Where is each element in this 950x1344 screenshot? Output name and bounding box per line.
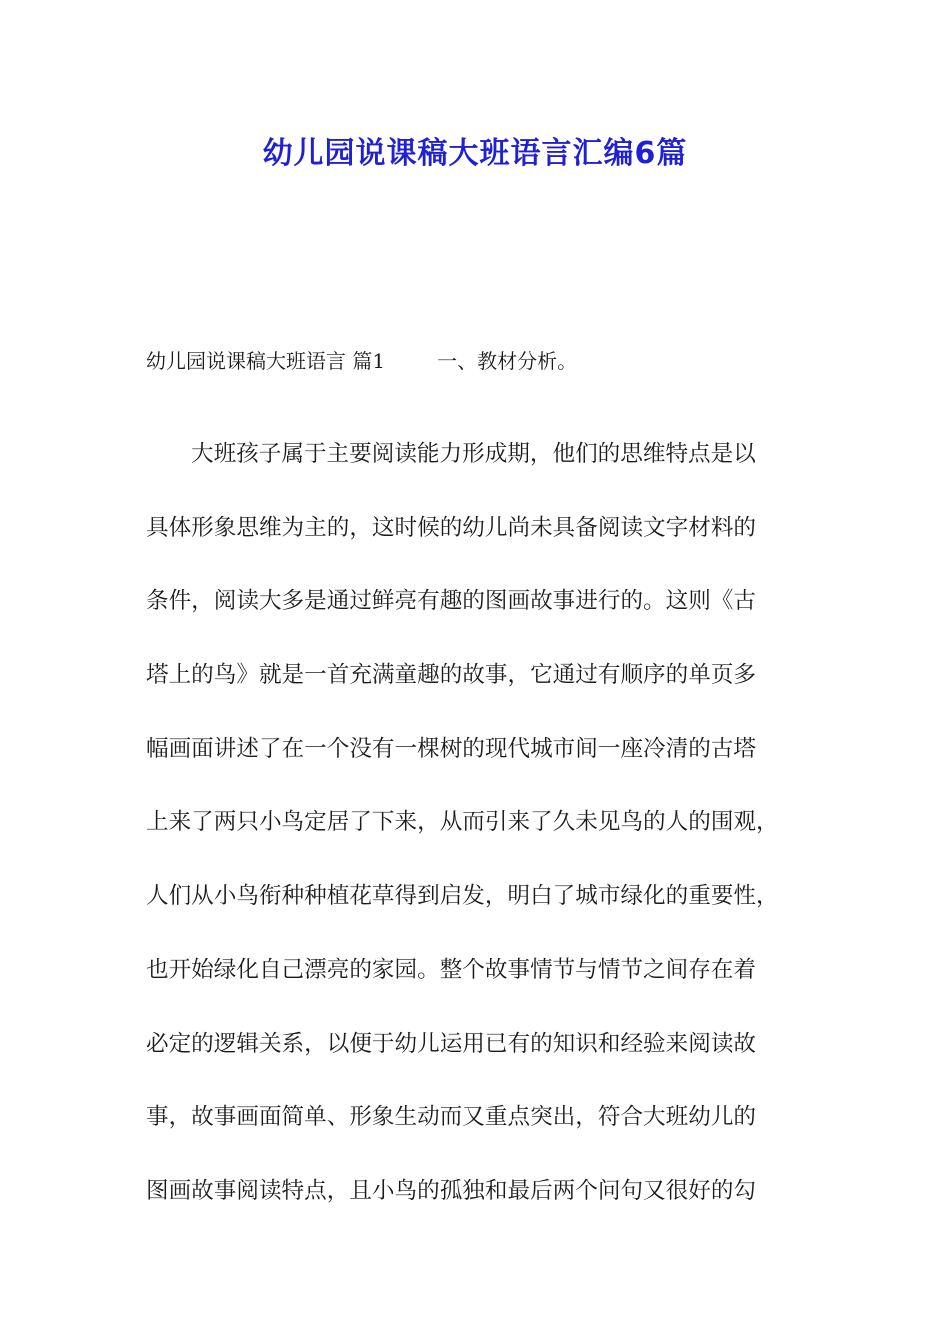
subsection-heading: 一、教材分析。: [437, 349, 578, 373]
paragraph-line: 上来了两只小鸟定居了下来，从而引来了久未见鸟的人的围观，: [146, 809, 779, 836]
paragraph-line: 也开始绿化自己漂亮的家园。整个故事情节与情节之间存在着: [146, 956, 757, 983]
document-title: 幼儿园说课稿大班语言汇编6篇: [262, 136, 688, 171]
paragraph-line: 图画故事阅读特点，且小鸟的孤独和最后两个问句又很好的勾: [146, 1177, 757, 1204]
section-heading: 幼儿园说课稿大班语言 篇1: [146, 349, 386, 373]
paragraph-line: 具体形象思维为主的，这时候的幼儿尚未具备阅读文字材料的: [146, 514, 757, 541]
body-paragraph: [146, 418, 806, 1229]
paragraph-line: 大班孩子属于主要阅读能力形成期，他们的思维特点是以: [191, 441, 756, 467]
paragraph-line: 条件，阅读大多是通过鲜亮有趣的图画故事进行的。这则《古: [146, 588, 757, 615]
paragraph-line: 人们从小鸟衔种种植花草得到启发，明白了城市绿化的重要性，: [146, 883, 779, 910]
section-heading-line: [146, 344, 826, 378]
paragraph-line: 必定的逻辑关系，以便于幼儿运用已有的知识和经验来阅读故: [146, 1030, 757, 1057]
paragraph-line: 幅画面讲述了在一个没有一棵树的现代城市间一座冷清的古塔: [146, 735, 757, 762]
paragraph-line: 塔上的鸟》就是一首充满童趣的故事，它通过有顺序的单页多: [146, 662, 757, 689]
paragraph-line: 事，故事画面简单、形象生动而又重点突出，符合大班幼儿的: [146, 1104, 757, 1131]
